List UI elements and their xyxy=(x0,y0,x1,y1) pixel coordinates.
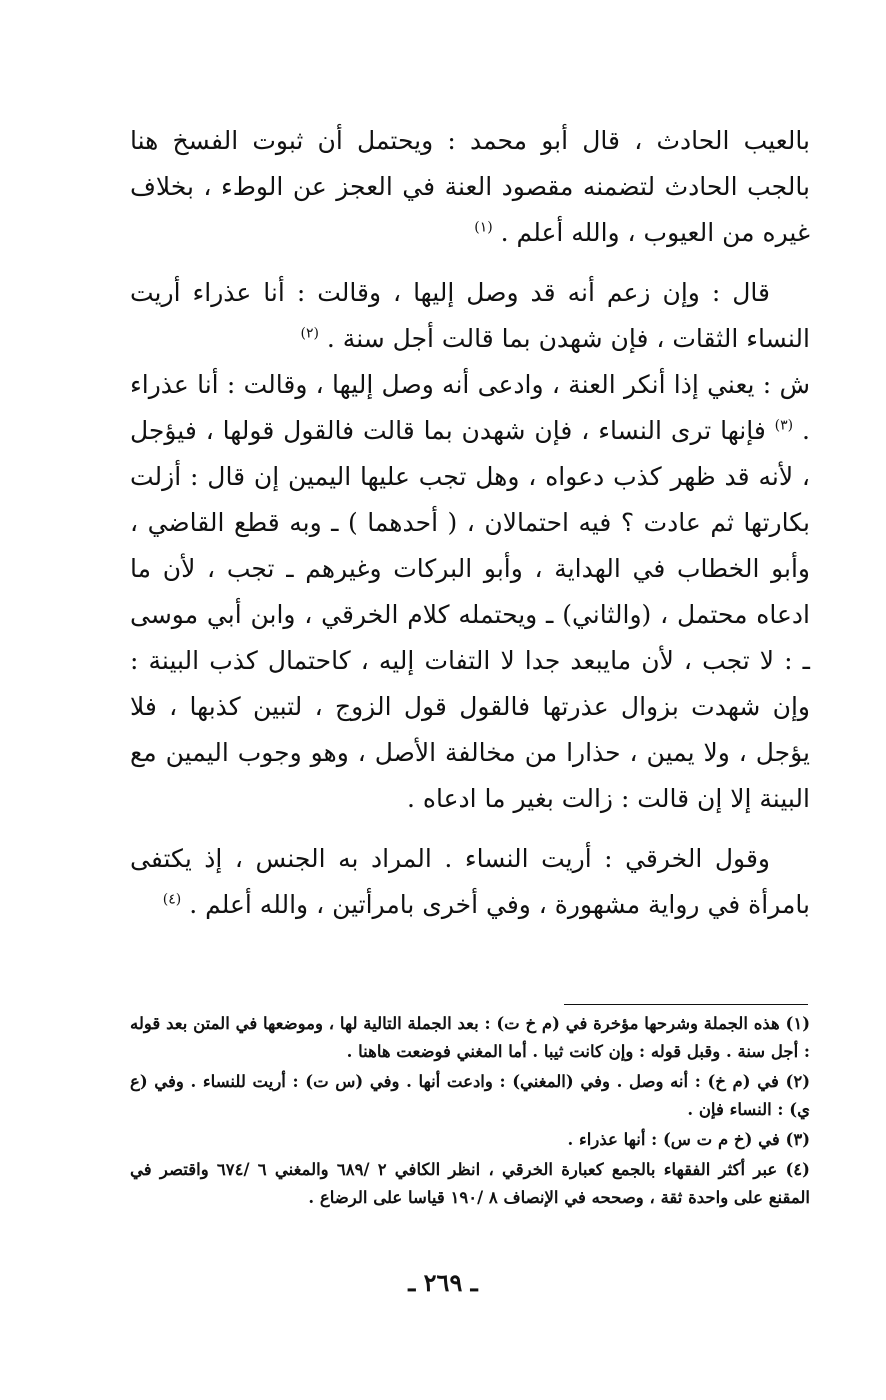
footnote-4: (٤) عبر أكثر الفقهاء بالجمع كعبارة الخرقي ، انظر الكافي ٢ /٦٨٩ والمغني ٦ /٦٧٤ واقتصر في المقنع على واحدة ثقة ، وصححه في الإنصاف ٨ /١٩٠ قياسا على الرضاع . xyxy=(130,1160,810,1207)
paragraph-1-text: بالعيب الحادث ، قال أبو محمد : ويحتمل أن ثبوت الفسخ هنا بالجب الحادث لتضمنه مقصود العنة في العجز عن الوطء ، بخلاف غيره من العيوب ، والله أعلم . xyxy=(130,126,810,247)
footnote-2: (٢) في (م خ) : أنه وصل . وفي (المغني) : وادعت أنها . وفي (س ت) : أريت للنساء . وفي (ع ي) : النساء فإن . xyxy=(130,1072,810,1119)
page-number: ـ ٢٦٩ ـ xyxy=(408,1268,478,1297)
paragraph-4 xyxy=(130,836,810,928)
footnote-1: (١) هذه الجملة وشرحها مؤخرة في (م خ ت) : بعد الجملة التالية لها ، وموضعها في المتن بعد قوله : أجل سنة . وقبل قوله : وإن كانت ثيبا . أما المغني فوضعت هاهنا . xyxy=(130,1014,810,1061)
main-text xyxy=(130,118,810,928)
paragraph-1 xyxy=(130,118,810,256)
paragraph-3 xyxy=(130,362,810,822)
footnote-ref-3[interactable]: (٣) xyxy=(774,417,794,434)
paragraph-4-text: وقول الخرقي : أريت النساء . المراد به الجنس ، إذ يكتفى بامرأة في رواية مشهورة ، وفي أخرى بامرأتين ، والله أعلم . xyxy=(130,844,810,919)
footnote-ref-1[interactable]: (١) xyxy=(474,219,493,236)
footnote-3: (٣) في (خ م ت س) : أنها عذراء . xyxy=(567,1130,810,1149)
paragraph-3-text-a: ش : يعني إذا أنكر العنة ، وادعى أنه وصل إليها ، وقالت : أنا عذراء . xyxy=(130,370,810,445)
paragraph-2-text: قال : وإن زعم أنه قد وصل إليها ، وقالت : أنا عذراء أريت النساء الثقات ، فإن شهدن بما قالت أجل سنة . xyxy=(130,278,810,353)
paragraph-2 xyxy=(130,270,810,362)
footnote-separator xyxy=(564,1004,808,1005)
paragraph-3-text-b: فإنها ترى النساء ، فإن شهدن بما قالت فالقول قولها ، فيؤجل ، لأنه قد ظهر كذب دعواه ، وهل تجب عليها اليمين إن قال : أزلت بكارتها ثم عادت ؟ فيه احتمالان ، ( أحدهما ) ـ وبه قطع القاضي ، وأبو الخطاب في الهداية ، وأبو البركات وغيرهم ـ تجب ، لأن ما ادعاه محتمل ، (والثاني) ـ ويحتمله كلام الخرقي ، وابن أبي موسى ـ : لا تجب ، لأن مايبعد جدا لا التفات إليه ، كاحتمال كذب البينة : وإن شهدت بزوال عذرتها فالقول قول الزوج ، لتبين كذبها ، فلا يؤجل ، ولا يمين ، حذارا من مخالفة الأصل ، وهو وجوب اليمين مع البينة إلا إن قالت : زالت بغير ما ادعاه . xyxy=(130,416,810,813)
footnotes xyxy=(130,1010,810,1214)
footnote-ref-2[interactable]: (٢) xyxy=(300,325,319,342)
footnote-ref-4[interactable]: (٤) xyxy=(162,891,182,908)
